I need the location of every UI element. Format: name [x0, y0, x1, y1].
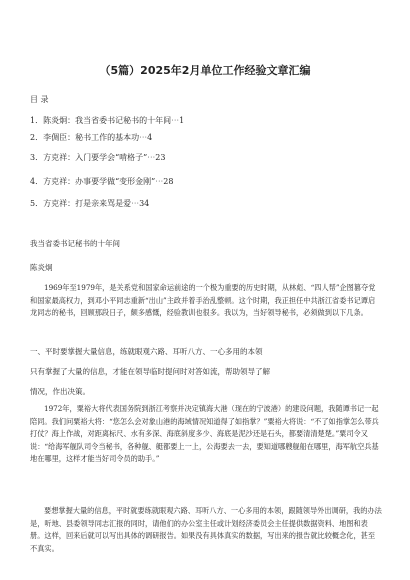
paragraph: [30, 403, 382, 466]
article-title: 我当省委书记秘书的十年间: [30, 239, 120, 248]
toc-heading: 目 录: [30, 95, 49, 104]
section-heading: 一、平时要掌握大量信息，练就眼观六路、耳听八方、一心多用的本领: [30, 347, 263, 356]
paragraph: [30, 505, 382, 555]
document-title: （5篇）2025年2月单位工作经验文章汇编: [99, 64, 311, 77]
toc-item: 5．方克祥：打是亲来骂是爱⋯34: [30, 199, 150, 208]
paragraph-text: 1969年至1979年，是关系党和国家命运前途的一个极为重要的历史时期，从林彪、“四人帮”企图篡夺党和国家最高权力，到邓小平同志重新“出山”主政并着手治乱整顿。这个时期，我正担任中共浙江省委书记谭启龙同志的秘书，回顾那段日子，颇多感慨，经验教训也很多。我以为，当好领导秘书，必须做到以下几条。: [30, 283, 376, 317]
toc-item: 2．李倜臣：秘书工作的基本功⋯4: [30, 133, 153, 142]
paragraph-text: 要想掌握大量的信息，平时就要练就眼观六路、耳听八方、一心多用的本领，跟随领导外出调研，我的办法是，听地、县委领导同志汇报的同时，请他们的办公室主任或计划经济委员会主任提供数据资料、地图和表册。这样，回来后就可以写出具体的调研报告。如果没有具体真实的数据，写出来的报告就比较概念化，甚至不真实。: [30, 506, 382, 553]
article-author: 陈炎炯: [30, 263, 53, 272]
paragraph-text: 情况，作出决策。: [30, 387, 90, 396]
paragraph: [30, 282, 382, 320]
toc-item: 4．方克祥：办事要学做“变形金刚”⋯28: [30, 177, 174, 186]
toc-item: 3．方克祥：入门要学会“啃格子”⋯23: [30, 153, 166, 162]
paragraph-text: 只有掌握了大量的信息，才能在领导临时提问时对答如流，帮助领导了解: [30, 367, 270, 376]
toc-item: 1．陈炎炯：我当省委书记秘书的十年间⋯1: [30, 116, 185, 125]
paragraph-text: 1972年，粟裕大将代表国务院到浙江考察并决定镇海大港（现在的宁波港）的建设问题，我随谭书记一起陪同。我们问粟裕大将：“您怎么会对象山港的海域情况知道得了如指掌？”粟裕大将说：“不了如指掌怎么带兵打仗？海上作战，对距离标尺、水有多深、海底斜度多少、海底是泥沙还是石头，都要清清楚楚。”粟司令又说：“给海军舰队司令当秘书，各种舰、艇都要上一上，公海要去一去，要知道哪艘舰船在哪里，海军航空兵基地在哪里，这样才能当好司令员的助手。”: [30, 404, 379, 463]
